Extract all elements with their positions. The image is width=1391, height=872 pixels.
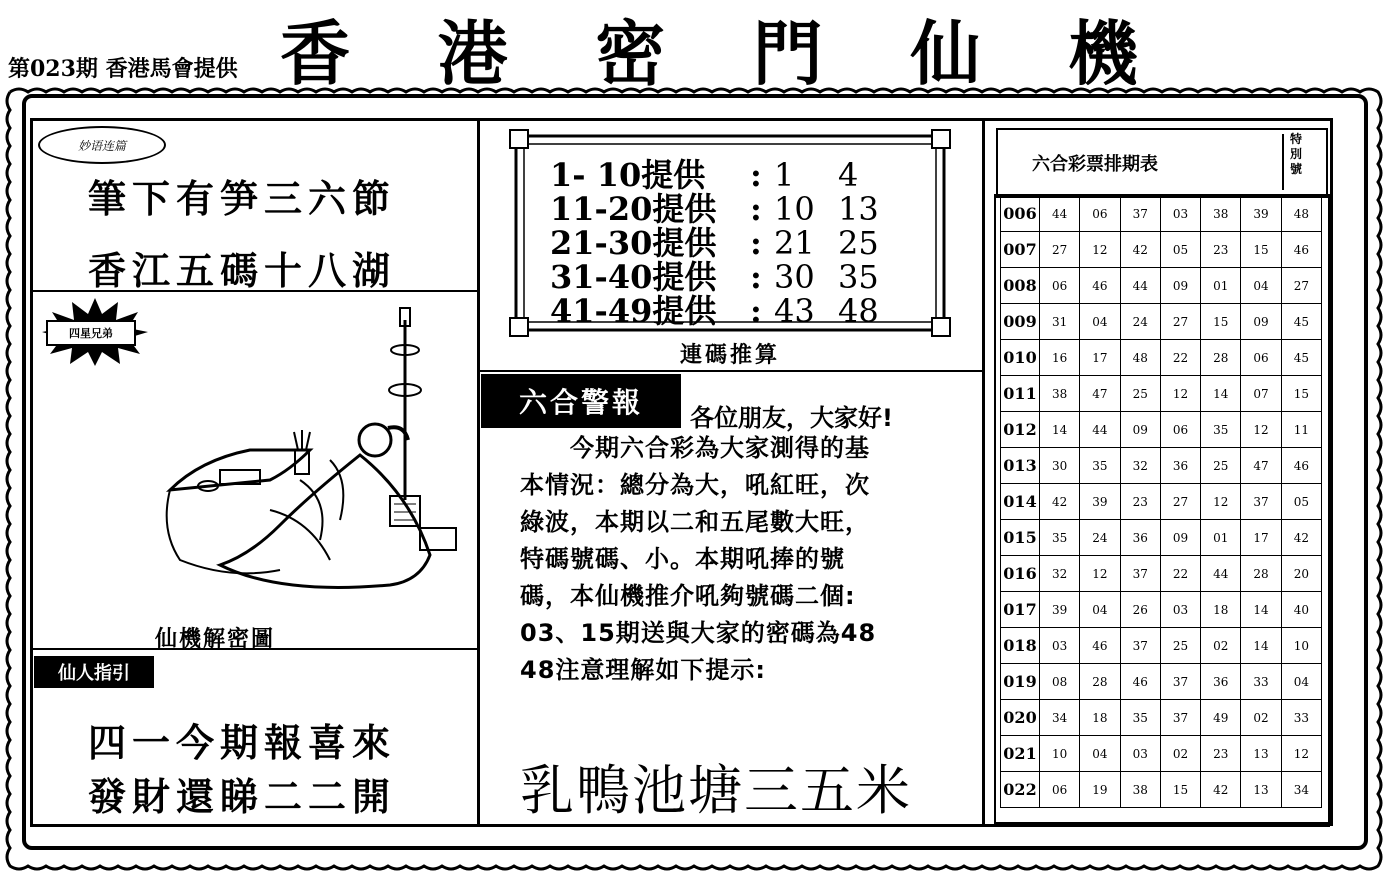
number-cell: 22 xyxy=(1160,556,1200,592)
period-cell: 009 xyxy=(1001,304,1040,340)
draw-table xyxy=(1000,195,1322,808)
number-cell: 13 xyxy=(1241,772,1281,808)
alert-line: 今期六合彩為大家測得的基 xyxy=(570,434,870,462)
table-row xyxy=(1001,196,1322,232)
poem-line: 四一今期報喜來 xyxy=(88,721,397,765)
period-cell: 019 xyxy=(1001,664,1040,700)
number-cell: 01 xyxy=(1201,268,1241,304)
number-cell: 39 xyxy=(1040,592,1080,628)
number-cell: 06 xyxy=(1160,412,1200,448)
number-cell: 44 xyxy=(1080,412,1120,448)
special-number-cell: 42 xyxy=(1281,520,1321,556)
number-cell: 25 xyxy=(1120,376,1160,412)
number-cell: 37 xyxy=(1160,664,1200,700)
number-cell: 31 xyxy=(1040,304,1080,340)
table-row xyxy=(1001,448,1322,484)
number-cell: 14 xyxy=(1241,592,1281,628)
number-cell: 09 xyxy=(1160,520,1200,556)
number-cell: 12 xyxy=(1080,232,1120,268)
period-cell: 017 xyxy=(1001,592,1040,628)
special-number-cell: 11 xyxy=(1281,412,1321,448)
special-label: 特別號 xyxy=(1290,132,1303,176)
table-row xyxy=(1001,412,1322,448)
table-row xyxy=(1001,736,1322,772)
period-cell: 016 xyxy=(1001,556,1040,592)
number-cell: 02 xyxy=(1201,628,1241,664)
alert-line: 碼，本仙機推介吼夠號碼二個: xyxy=(520,582,856,610)
poem-line: 發財還睇二二開 xyxy=(88,775,397,819)
number-cell: 37 xyxy=(1160,700,1200,736)
number-cell: 03 xyxy=(1040,628,1080,664)
number-cell: 34 xyxy=(1040,700,1080,736)
number-cell: 30 xyxy=(1040,448,1080,484)
table-row xyxy=(1001,592,1322,628)
illustration-caption: 仙機解密圖 xyxy=(155,627,276,652)
number-cell: 04 xyxy=(1241,268,1281,304)
number-cell: 25 xyxy=(1201,448,1241,484)
number-cell: 35 xyxy=(1080,448,1120,484)
number-cell: 27 xyxy=(1040,232,1080,268)
special-number-cell: 04 xyxy=(1281,664,1321,700)
number-cell: 07 xyxy=(1241,376,1281,412)
title-char: 門 xyxy=(752,12,825,95)
number-cell: 22 xyxy=(1160,340,1200,376)
number-cell: 44 xyxy=(1040,196,1080,232)
period-cell: 021 xyxy=(1001,736,1040,772)
number-cell: 12 xyxy=(1201,484,1241,520)
number-cell: 47 xyxy=(1080,376,1120,412)
number-cell: 14 xyxy=(1040,412,1080,448)
period-cell: 018 xyxy=(1001,628,1040,664)
number-cell: 03 xyxy=(1160,592,1200,628)
table-row xyxy=(1001,268,1322,304)
number-cell: 04 xyxy=(1080,736,1120,772)
alert-line: 綠波，本期以二和五尾數大旺， xyxy=(520,508,870,536)
divider xyxy=(480,370,982,372)
number-cell: 15 xyxy=(1241,232,1281,268)
number-cell: 04 xyxy=(1080,304,1120,340)
number-cell: 13 xyxy=(1241,736,1281,772)
range-row: 21-30提供 : 21 25 xyxy=(550,224,879,262)
divider xyxy=(1330,118,1333,826)
number-cell: 17 xyxy=(1241,520,1281,556)
special-number-cell: 15 xyxy=(1281,376,1321,412)
range-row: 41-49提供 : 43 48 xyxy=(550,292,879,330)
number-cell: 46 xyxy=(1080,268,1120,304)
number-cell: 25 xyxy=(1160,628,1200,664)
number-cell: 06 xyxy=(1040,772,1080,808)
divider xyxy=(1282,134,1284,190)
number-cell: 27 xyxy=(1160,304,1200,340)
badge-oval: 妙语连篇 xyxy=(38,126,166,164)
title-char: 密 xyxy=(595,12,668,95)
number-cell: 46 xyxy=(1080,628,1120,664)
number-cell: 10 xyxy=(1040,736,1080,772)
title-char: 機 xyxy=(1067,12,1140,95)
special-number-cell: 40 xyxy=(1281,592,1321,628)
table-row xyxy=(1001,772,1322,808)
special-number-cell: 46 xyxy=(1281,448,1321,484)
period-cell: 013 xyxy=(1001,448,1040,484)
poem-line: 香江五碼十八湖 xyxy=(88,249,397,293)
table-row xyxy=(1001,520,1322,556)
special-number-cell: 20 xyxy=(1281,556,1321,592)
number-cell: 01 xyxy=(1201,520,1241,556)
number-cell: 38 xyxy=(1120,772,1160,808)
number-cell: 23 xyxy=(1201,736,1241,772)
number-cell: 09 xyxy=(1241,304,1281,340)
number-cell: 48 xyxy=(1120,340,1160,376)
ranges-box xyxy=(520,140,944,330)
number-cell: 37 xyxy=(1120,196,1160,232)
table-row xyxy=(1001,304,1322,340)
number-cell: 39 xyxy=(1080,484,1120,520)
number-cell: 37 xyxy=(1241,484,1281,520)
number-cell: 12 xyxy=(1160,376,1200,412)
special-number-cell: 45 xyxy=(1281,340,1321,376)
special-number-cell: 33 xyxy=(1281,700,1321,736)
number-cell: 44 xyxy=(1201,556,1241,592)
period-cell: 007 xyxy=(1001,232,1040,268)
alert-label: 六合警報 xyxy=(481,374,681,428)
number-cell: 35 xyxy=(1040,520,1080,556)
table-row xyxy=(1001,664,1322,700)
number-cell: 49 xyxy=(1201,700,1241,736)
number-cell: 46 xyxy=(1120,664,1160,700)
number-cell: 47 xyxy=(1241,448,1281,484)
number-cell: 39 xyxy=(1241,196,1281,232)
number-cell: 09 xyxy=(1160,268,1200,304)
period-cell: 014 xyxy=(1001,484,1040,520)
special-number-cell: 48 xyxy=(1281,196,1321,232)
number-cell: 38 xyxy=(1201,196,1241,232)
number-cell: 16 xyxy=(1040,340,1080,376)
period-cell: 010 xyxy=(1001,340,1040,376)
table-row xyxy=(1001,232,1322,268)
divider xyxy=(477,118,480,826)
number-cell: 05 xyxy=(1160,232,1200,268)
issue-number: 第023期 香港馬會提供 xyxy=(8,56,238,82)
period-cell: 008 xyxy=(1001,268,1040,304)
number-cell: 19 xyxy=(1080,772,1120,808)
range-row: 1- 10提供 : 1 4 xyxy=(550,156,859,194)
number-cell: 15 xyxy=(1160,772,1200,808)
alert-line: 48注意理解如下提示: xyxy=(520,656,766,684)
number-cell: 28 xyxy=(1080,664,1120,700)
number-cell: 12 xyxy=(1241,412,1281,448)
number-cell: 27 xyxy=(1160,484,1200,520)
period-cell: 011 xyxy=(1001,376,1040,412)
number-cell: 35 xyxy=(1120,700,1160,736)
number-cell: 23 xyxy=(1201,232,1241,268)
number-cell: 42 xyxy=(1040,484,1080,520)
title-char: 仙 xyxy=(910,12,983,95)
special-number-cell: 05 xyxy=(1281,484,1321,520)
number-cell: 28 xyxy=(1241,556,1281,592)
number-cell: 12 xyxy=(1080,556,1120,592)
number-cell: 18 xyxy=(1201,592,1241,628)
number-cell: 38 xyxy=(1040,376,1080,412)
hint-line: 乳鴨池塘三五米 xyxy=(520,759,912,822)
number-cell: 14 xyxy=(1201,376,1241,412)
number-cell: 06 xyxy=(1040,268,1080,304)
burst-label: 四星兄弟 xyxy=(46,320,136,346)
number-cell: 24 xyxy=(1120,304,1160,340)
alert-greeting: 各位朋友，大家好! xyxy=(690,404,893,432)
title-char: 港 xyxy=(437,12,510,95)
number-cell: 03 xyxy=(1120,736,1160,772)
number-cell: 44 xyxy=(1120,268,1160,304)
divider xyxy=(30,118,33,826)
number-cell: 03 xyxy=(1160,196,1200,232)
number-cell: 42 xyxy=(1201,772,1241,808)
alert-line: 特碼號碼、小。本期吼捧的號 xyxy=(520,545,845,573)
table-row xyxy=(1001,376,1322,412)
range-row: 31-40提供 : 30 35 xyxy=(550,258,879,296)
divider xyxy=(30,118,1330,121)
special-number-cell: 10 xyxy=(1281,628,1321,664)
number-cell: 02 xyxy=(1241,700,1281,736)
table-row xyxy=(1001,556,1322,592)
table-title: 六合彩票排期表 xyxy=(1032,154,1158,175)
number-cell: 32 xyxy=(1040,556,1080,592)
number-cell: 33 xyxy=(1241,664,1281,700)
number-cell: 08 xyxy=(1040,664,1080,700)
special-number-cell: 12 xyxy=(1281,736,1321,772)
table-row xyxy=(1001,484,1322,520)
number-cell: 36 xyxy=(1201,664,1241,700)
number-cell: 26 xyxy=(1120,592,1160,628)
divider xyxy=(982,118,985,826)
number-cell: 06 xyxy=(1080,196,1120,232)
guide-label: 仙人指引 xyxy=(34,656,154,688)
special-number-cell: 34 xyxy=(1281,772,1321,808)
poem-line: 筆下有笋三六節 xyxy=(88,177,397,221)
special-number-cell: 46 xyxy=(1281,232,1321,268)
number-cell: 14 xyxy=(1241,628,1281,664)
number-cell: 06 xyxy=(1241,340,1281,376)
number-cell: 36 xyxy=(1160,448,1200,484)
number-cell: 15 xyxy=(1201,304,1241,340)
special-number-cell: 45 xyxy=(1281,304,1321,340)
number-cell: 36 xyxy=(1120,520,1160,556)
scholar-illustration xyxy=(150,300,470,620)
number-cell: 37 xyxy=(1120,556,1160,592)
number-cell: 18 xyxy=(1080,700,1120,736)
number-cell: 02 xyxy=(1160,736,1200,772)
number-cell: 17 xyxy=(1080,340,1120,376)
period-cell: 012 xyxy=(1001,412,1040,448)
alert-line: 本情況：總分為大，吼紅旺，次 xyxy=(520,471,870,499)
number-cell: 42 xyxy=(1120,232,1160,268)
number-cell: 32 xyxy=(1120,448,1160,484)
period-cell: 015 xyxy=(1001,520,1040,556)
number-cell: 04 xyxy=(1080,592,1120,628)
table-row xyxy=(1001,340,1322,376)
table-row xyxy=(1001,700,1322,736)
period-cell: 020 xyxy=(1001,700,1040,736)
number-cell: 24 xyxy=(1080,520,1120,556)
period-cell: 022 xyxy=(1001,772,1040,808)
number-cell: 23 xyxy=(1120,484,1160,520)
number-cell: 35 xyxy=(1201,412,1241,448)
period-cell: 006 xyxy=(1001,196,1040,232)
title-char: 香 xyxy=(280,12,352,95)
page-title xyxy=(280,8,1140,95)
table-row xyxy=(1001,628,1322,664)
number-cell: 37 xyxy=(1120,628,1160,664)
ranges-caption: 連碼推算 xyxy=(680,343,781,368)
range-row: 11-20提供 : 10 13 xyxy=(550,190,879,228)
special-number-cell: 27 xyxy=(1281,268,1321,304)
alert-line: 03、15期送與大家的密碼為48 xyxy=(520,619,877,647)
number-cell: 09 xyxy=(1120,412,1160,448)
number-cell: 28 xyxy=(1201,340,1241,376)
